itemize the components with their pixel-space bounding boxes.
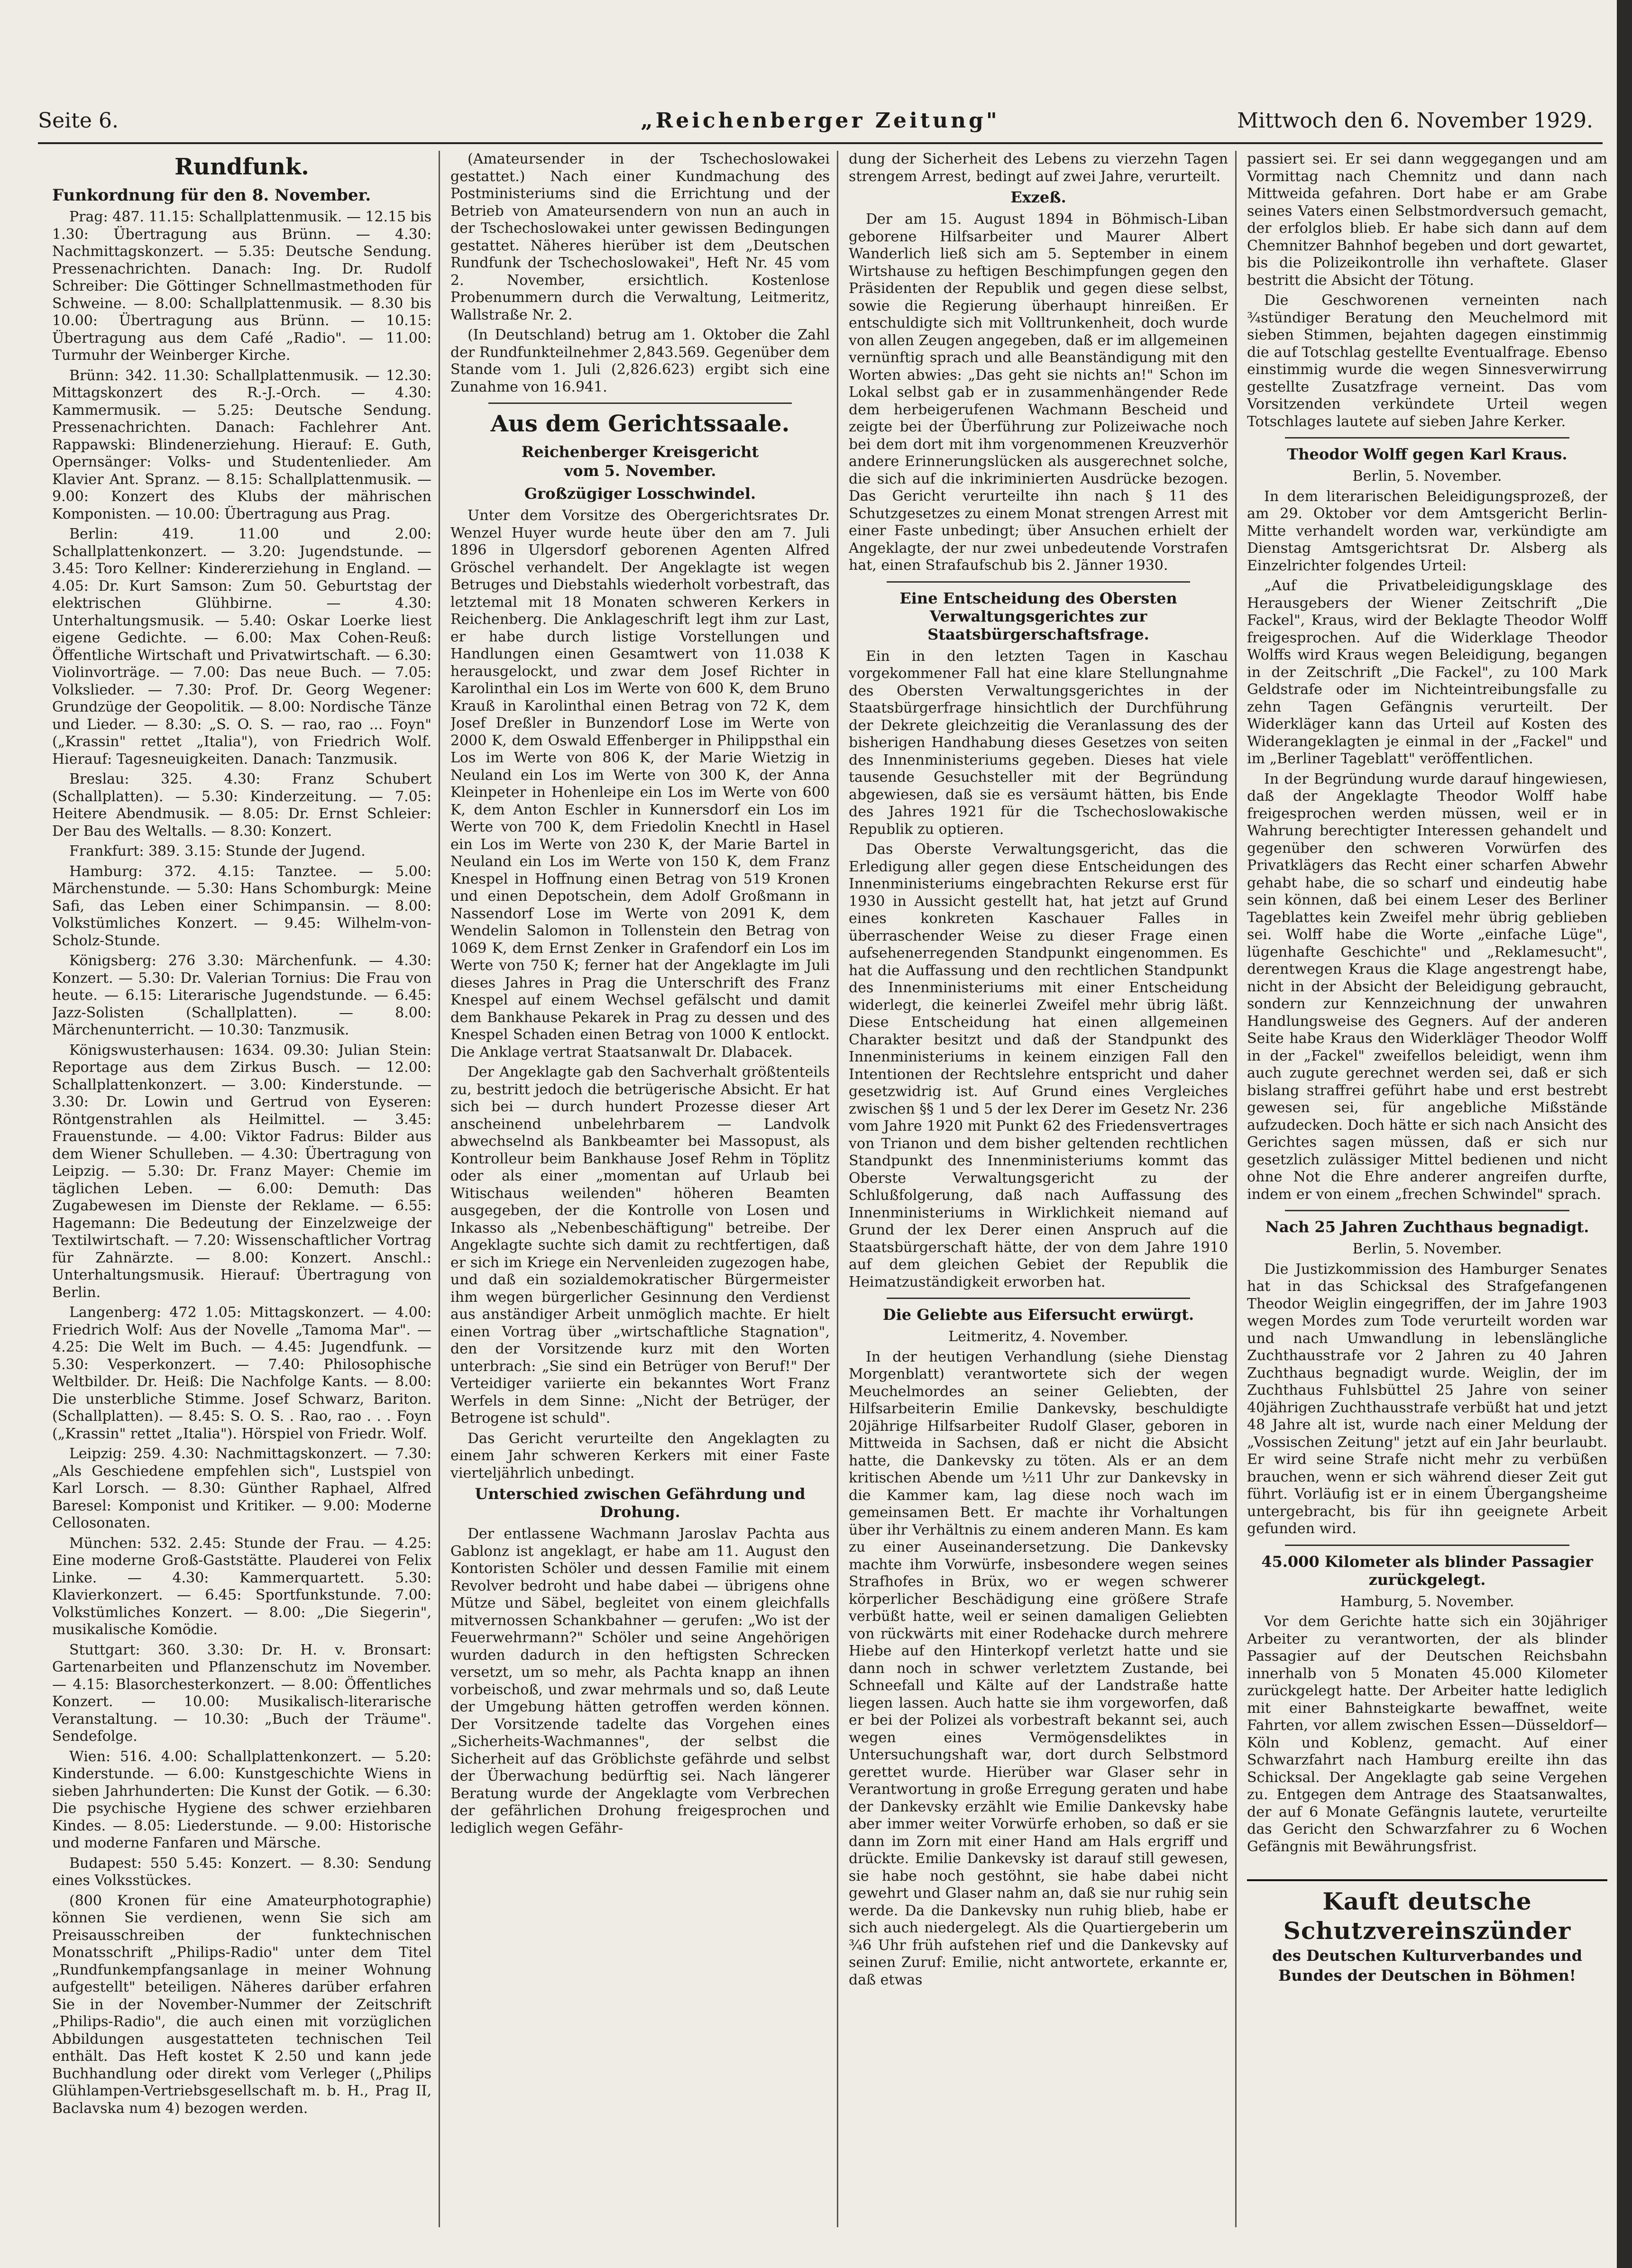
page-number: Seite 6. xyxy=(38,109,119,133)
court-date: vom 5. November. xyxy=(564,462,716,480)
station-paragraph: Hamburg: 372. 4.15: Tanztee. — 5.00: Märchenstunde. — 5.30: Hans Schomburgk: Meine Safi, das Leben einer Schimpansin. — 8.00: Volkstümliches Konzert. — 9.45: Wilhelm-von-Scholz-Stunde. xyxy=(52,863,431,949)
article-paragraph: Der am 15. August 1894 in Böhmisch-Liban geborene Hilfsarbeiter und Maurer Albert Wanderlich ließ sich am 5. September in einem Wirtshause zu heftigen Beschimpfungen gegen den Präsidenten der Republik und gegen diese selbst, sowie die Regierung überhaupt hinreißen. Er entschuldigte sich mit Volltrunkenheit, doch wurde von allen Zeugen angegeben, daß er im allgemeinen vernünftig sprach und alle Beanständigung mit den Worten abwies: „Das geht sie nichts an!" Schon im Lokal selbst gab er in zusammenhängender Rede dem herbeigerufenen Wachmann Bescheid und zeigte bei der Überführung zur Polizeiwache noch bei dem dort mit ihm vorgenommenen Kreuzverhör andere Erinnerungslücken als ausgerechnet solche, die sich auf die inkriminierten Ausdrücke bezogen. Das Gericht verurteilte ihn nach § 11 des Schutzgesetzes zu einem Monat strengen Arrest mit einer Faste unbedingt; über Ansuchen erhielt der Angeklagte, der nur zwei unbedeutende Vorstrafen hat, einen Strafaufschub bis 2. Jänner 1930. xyxy=(849,211,1228,574)
article-paragraph: dung der Sicherheit des Lebens zu vierzehn Tagen strengem Arrest, bedingt auf zwei Jahre, verurteilt. xyxy=(849,151,1228,185)
article-title: Exzeß. xyxy=(1010,188,1066,206)
section-title: Rundfunk. xyxy=(174,154,309,180)
header-rule xyxy=(38,142,1603,144)
page-header xyxy=(38,107,1603,140)
news-paragraph: (Amateursender in der Tschechoslowakei gestattet.) Nach einer Kundmachung des Postministeriums sind die Errichtung und der Betrieb von Amateursendern von nun an auch in der Tschechoslowakei unter gewissen Bedingungen gestattet. Näheres hierüber ist dem „Deutschen Rundfunk der Tschechoslowakei", Heft Nr. 45 vom 2. November, ersichtlich. Kostenlose Probenummern durch die Verwaltung, Leitmeritz, Wallstraße Nr. 2. xyxy=(450,151,830,323)
radio-program-list xyxy=(52,209,431,2117)
station-paragraph: Breslau: 325. 4.30: Franz Schubert (Schallplatten). — 5.30: Kinderzeitung. — 7.05: Heitere Abendmusik. — 8.05: Dr. Ernst Schleier: Der Bau des Weltalls. — 8.30: Konzert. xyxy=(52,771,431,840)
column-court xyxy=(450,151,830,2227)
article-paragraph: Das Gericht verurteilte den Angeklagten zu einem Jahr schweren Kerkers mit einer Faste vierteljährlich unbedingt. xyxy=(450,1430,830,1482)
station-paragraph: Berlin: 419. 11.00 und 2.00: Schallplattenkonzert. — 3.20: Jugendstunde. — 3.45: Toro Kellner: Kindererziehung in England. — 4.05: Dr. Kurt Samson: Zum 50. Geburtstag der elektrischen Glühbirne. — 4.30: Unterhaltungsmusik. — 5.40: Oskar Loerke liest eigene Gedichte. — 6.00: Max Cohen-Reuß: Öffentliche Wirtschaft und Privatwirtschaft. — 6.30: Violinvorträge. — 7.00: Das neue Buch. — 7.05: Volkslieder. — 7.30: Prof. Dr. Georg Wegener: Grundzüge der Geopolitik. — 8.00: Nordische Tänze und Lieder. — 8.30: „S. O. S. — rao, rao ... Foyn" („Krassin" rettet „Italia"), von Friedrich Wolf. Hierauf: Tagesneuigkeiten. Danach: Tanzmusik. xyxy=(52,526,431,768)
article-paragraph: In dem literarischen Beleidigungsprozeß, der am 29. Oktober vor dem Amtsgericht Berlin-Mitte verhandelt worden war, verkündigte am Dienstag Amtsgerichtsrat Dr. Alsberg als Einzelrichter folgendes Urteil: xyxy=(1247,488,1607,574)
article-paragraph: Ein in den letzten Tagen in Kaschau vorgekommener Fall hat eine klare Stellungnahme des Obersten Verwaltungsgerichtes in der Staatsbürgerfrage hinsichtlich der Durchführung der Dekrete gleichzeitig die Veranlassung des der bisherigen Handhabung dieses Gesetzes von seiten des Innenministeriums gegeben. Dieses hat viele tausende Gesuchsteller mit der Begründung abgewiesen, daß sie es versäumt hätten, bis Ende des Jahres 1921 für die Tschechoslowakische Republik zu optieren. xyxy=(849,648,1228,838)
article-title: Nach 25 Jahren Zuchthaus begnadigt. xyxy=(1265,1218,1589,1236)
column-divider xyxy=(837,151,838,2227)
ad-headline: Kauft deutsche Schutzvereinszünder xyxy=(1283,1887,1571,1945)
column-news xyxy=(1247,151,1607,2227)
article-paragraph: Unter dem Vorsitze des Obergerichtsrates Dr. Wenzel Huyer wurde heute über den am 7. Juli 1896 in Ulgersdorf geborenen Agenten Alfred Gröschel verhandelt. Der Angeklagte ist wegen Betruges und Diebstahls wiederholt vorbestraft, das letztemal mit 18 Monaten schweren Kerkers in Reichenberg. Die Anklageschrift legt ihm zur Last, er habe durch listige Vorstellungen und Handlungen einen Gesamtwert von 11.038 K herausgelockt, und zwar dem Josef Richter in Karolinthal ein Los im Werte von 600 K, dem Bruno Krauß in Karolinthal einen Betrag von 72 K, dem Josef Dreßler in Bunzendorf Lose im Werte von 2000 K, dem Oswald Effenberger in Philippsthal ein Los im Werte von 806 K, der Marie Wietzig in Neuland ein Los im Werte von 300 K, der Anna Kleinpeter in Hohenleipe ein Los im Werte von 600 K, dem Anton Eschler in Kunnersdorf ein Los im Werte von 700 K, dem Friedolin Knechtl in Hasel ein Los im Werte von 230 K, der Marie Bartel in Neuland ein Los im Werte von 150 K, dem Franz Knespel in Hoffnung einen Betrag von 519 Kronen und einen Depotschein, dem Adolf Großmann in Nassendorf Lose im Werte von 2091 K, dem Wendelin Salomon in Tollenstein den Betrag von 1069 K, dem Ernst Zenker in Grafendorf ein Los im Werte von 750 K; ferner hat der Angeklagte im Juli dieses Jahres in Prag die Unterschrift des Franz Knespel auf einem Wechsel gefälscht und damit dem Bankhause Pekarek in Prag zu dessen und des Knespel Schaden einen Betrag von 1000 K entlockt. Die Anklage vertrat Staatsanwalt Dr. Dlabacek. xyxy=(450,507,830,1061)
article-paragraph: Das Oberste Verwaltungsgericht, das die Erledigung aller gegen diese Entscheidungen des Innenministeriums eingebrachten Rekurse erst für 1930 in Aussicht gestellt hat, hat jetzt auf Grund eines konkreten Kaschauer Falles in überraschender Weise zu dieser Frage einen aufsehenerregenden Standpunkt eingenommen. Es hat die Auffassung und den rechtlichen Standpunkt des Innenministeriums mit einer Entscheidung widerlegt, die keinerlei Zweifel mehr übrig läßt. Diese Entscheidung hat einen allgemeinen Charakter besitzt und daß der Standpunkt des Innenministeriums in keinem einzigen Fall den Intentionen der Rechtslehre entspricht und daher gesetzwidrig ist. Auf Grund eines Vergleiches zwischen §§ 1 und 5 der lex Derer im Gesetz Nr. 236 vom Jahre 1920 mit Punkt 62 des Friedensvertrages von Trianon und dem bisher geltenden rechtlichen Standpunkt des Innenministeriums kommt das Oberste Verwaltungsgericht zu der Schlußfolgerung, daß nach Auffassung des Innenministeriums in Wirklichkeit niemand auf Grund der lex Derer einen Anspruch auf die Staatsbürgerschaft hätte, der von dem Jahre 1910 auf dem gleichen Gebiet der Republik die Heimatzuständigkeit erworben hat. xyxy=(849,841,1228,1290)
separator-rule xyxy=(1285,437,1569,439)
article-title: Funkordnung für den 8. November. xyxy=(52,186,371,205)
notice-paragraph: (800 Kronen für eine Amateurphotographie) können Sie verdienen, wenn Sie sich am Preisausschreiben der funktechnischen Monatsschrift „Philips-Radio" unter dem Titel „Rundfunkempfangsanlage in meiner Wohnung aufgestellt" beteiligen. Näheres darüber erfahren Sie in der November-Nummer der Zeitschrift „Philips-Radio", die auch einen mit vorzüglichen Abbildungen ausgestatteten technischen Teil enthält. Das Heft kostet K 2.50 und kann jede Buchhandlung oder direkt vom Verleger („Philips Glühlampen-Vertriebsgesellschaft m. b. H., Prag II, Baclavska num 4) bezogen werden. xyxy=(52,1892,431,2117)
article-dateline: Berlin, 5. November. xyxy=(1352,468,1502,485)
article-title: Die Geliebte aus Eifersucht erwürgt. xyxy=(882,1306,1194,1324)
article-dateline: Leitmeritz, 4. November. xyxy=(948,1328,1128,1345)
column-divider xyxy=(439,151,440,2227)
station-paragraph: Wien: 516. 4.00: Schallplattenkonzert. — 5.20: Kinderstunde. — 6.00: Kunstgeschichte Wiens in sieben Jahrhunderten: Die Kunst der Gotik. — 6.30: Die psychische Hygiene des schwer erziehbaren Kindes. — 8.05: Liederstunde. — 9.00: Historische und moderne Fanfaren und Märsche. xyxy=(52,1748,431,1851)
station-paragraph: Prag: 487. 11.15: Schallplattenmusik. — 12.15 bis 1.30: Übertragung aus Brünn. — 4.30: Nachmittagskonzert. — 5.35: Deutsche Sendung. Pressenachrichten. Danach: Ing. Dr. Rudolf Schreiber: Die Göttinger Schnellmastmethoden für Schweine. — 8.00: Schallplattenmusik. — 8.30 bis 10.00: Übertragung aus Brünn. — 10.15: Übertragung aus dem Café „Radio". — 11.00: Turmuhr der Weinberger Kirche. xyxy=(52,209,431,364)
article-paragraph: passiert sei. Er sei dann weggegangen und am Vormittag nach Chemnitz und dann nach Mittweida gefahren. Dort habe er am Grabe seines Vaters einen Selbstmordversuch gemacht, der erfolglos blieb. Er habe sich dann auf dem Chemnitzer Bahnhof begeben und dort gewartet, bis die Polizeikontrolle ihn verhaftete. Glaser bestritt die Absicht der Tötung. xyxy=(1247,151,1607,289)
article-title: Unterschied zwischen Gefährdung und Drohung. xyxy=(475,1485,806,1521)
court-name: Reichenberger Kreisgericht xyxy=(521,443,759,461)
news-paragraph: (In Deutschland) betrug am 1. Oktober die Zahl der Rundfunkteilnehmer 2,843.569. Gegenüber dem Stande vom 1. Juli (2,826.623) ergibt sich eine Zunahme von 16.941. xyxy=(450,327,830,395)
station-paragraph: Leipzig: 259. 4.30: Nachmittagskonzert. — 7.30: „Als Geschiedene empfehlen sich", Lustspiel von Karl Lorsch. — 8.30: Günther Raphael, Alfred Baresel: Komponist und Kritiker. — 9.00: Moderne Cellosonaten. xyxy=(52,1445,431,1531)
separator-rule xyxy=(1285,1210,1569,1211)
ad-text: Bundes der Deutschen in Böhmen! xyxy=(1278,1966,1576,1984)
issue-date: Mittwoch den 6. November 1929. xyxy=(1237,109,1593,133)
column-rundfunk xyxy=(52,151,431,2227)
article-paragraph: Der Angeklagte gab den Sachverhalt größtenteils zu, bestritt jedoch die betrügerische Absicht. Er hat sich bei — durch hundert Prozesse dieser Art anscheinend unbelehrbarem — Landvolk abwechselnd als Bankbeamter bei Massopust, als Kontrolleur beim Bankhause Josef Rehm in Töplitz oder als einer „momentan auf Urlaub bei Witischaus weilenden" höheren Beamten ausgegeben, der die Kontrolle von Losen und Inkasso als „Nebenbeschäftigung" betreibe. Der Angeklagte suchte sich damit zu rechtfertigen, daß er sich im Kriege ein Nervenleiden zugezogen habe, und daß ein sozialdemokratischer Bürgermeister ihm wegen bürgerlicher Gesinnung den Verdienst aus anständiger Arbeit unmöglich machte. Er hielt einen Vortrag über „wirtschaftliche Stagnation", den der Vorsitzende kurz mit den Worten unterbrach: „Sie sind ein Betrüger von Beruf!" Der Verteidiger variierte ein bekanntes Wort Franz Werfels in dem Sinne: „Nicht der Betrüger, der Betrogene ist schuld". xyxy=(450,1064,830,1427)
station-paragraph: Stuttgart: 360. 3.30: Dr. H. v. Bronsart: Gartenarbeiten und Pflanzenschutz im November. — 4.15: Blasorchesterkonzert. — 8.00: Öffentliches Konzert. — 10.00: Musikalisch-literarische Veranstaltung. — 10.30: „Buch der Träume". Sendefolge. xyxy=(52,1641,431,1745)
column-divider xyxy=(1235,151,1237,2227)
article-paragraph: In der heutigen Verhandlung (siehe Dienstag Morgenblatt) verantwortete sich der wegen Meuchelmordes an seiner Geliebten, der Hilfsarbeiterin Emilie Dankevsky, beschuldigte 20jährige Hilfsarbeiter Rudolf Glaser, geboren in Mittweida in Sachsen, daß er nicht die Absicht hatte, die Dankevsky zu töten. Als er an dem kritischen Abende um ½11 Uhr zur Dankevsky in die Kammer kam, lag diese noch wach im gemeinsamen Bett. Er machte ihr Vorhaltungen über ihr Verhältnis zu einem anderen Mann. Es kam zu einer Auseinandersetzung. Die Dankevsky machte ihm Vorwürfe, insbesondere wegen seines Strafhofes in Brüx, wo er wegen schwerer körperlicher Beschädigung eine größere Strafe verbüßt hatte, weil er seinen damaligen Geliebten von rückwärts mit einer Rodehacke durch mehrere Hiebe auf den Hinterkopf verletzt hatte und sie dann noch in schwer verletztem Zustande, bei Schneefall und Kälte auf der Landstraße hatte liegen lassen. Auch hatte sie ihm vorgeworfen, daß er bei der Polizei als vorbestraft bekannt sei, auch wegen eines Vermögensdeliktes in Untersuchungshaft war, dort durch Selbstmord gerettet wurde. Hierüber war Glaser sehr in Verantwortung in große Erregung geraten und habe der Dankevsky erzählt wie Emilie Dankevsky habe aber immer weiter Vorwürfe erhoben, so daß er sie dann im Zorn mit einer Hand am Hals ergriff und drückte. Emilie Dankevsky ist darauf still gewesen, sie habe noch gestöhnt, sie habe dabei nicht gewehrt und Glaser nahm an, daß sie nur ruhig sein werde. Da die Dankevsky nun ruhig blieb, habe er sich auch niedergelegt. Als die Quartiergeberin um ¾6 Uhr früh aufstehen rief und die Dankevsky auf seinen Zuruf: Emilie, nicht antwortete, erkannte er, daß etwas xyxy=(849,1348,1228,1988)
article-title: Eine Entscheidung des Obersten Verwaltungsgerichtes zur Staatsbürgerschaftsfrage. xyxy=(899,589,1177,643)
ad-text: des Deutschen Kulturverbandes und xyxy=(1272,1947,1582,1965)
separator-rule xyxy=(1285,1545,1569,1546)
article-dateline: Berlin, 5. November. xyxy=(1352,1241,1502,1257)
column-court-continued xyxy=(849,151,1228,2227)
advertisement xyxy=(1247,1879,1607,1985)
newspaper-title: „Reichenberger Zeitung" xyxy=(641,109,1000,133)
section-title: Aus dem Gerichtssaale. xyxy=(490,411,790,437)
article-title: Theodor Wolff gegen Karl Kraus. xyxy=(1287,445,1568,463)
station-paragraph: Frankfurt: 389. 3.15: Stunde der Jugend. xyxy=(69,843,366,860)
station-paragraph: Budapest: 550 5.45: Konzert. — 8.30: Sendung eines Volksstückes. xyxy=(52,1855,431,1889)
station-paragraph: Langenberg: 472 1.05: Mittagskonzert. — 4.00: Friedrich Wolf: Aus der Novelle „Tamoma Mar". — 4.25: Die Welt im Buch. — 4.45: Jugendfunk. — 5.30: Vesperkonzert. — 7.40: Philosophische Weltbilder. Dr. Heiß: Die Nachfolge Kants. — 8.00: Die unsterbliche Stimme. Josef Schwarz, Bariton. (Schallplatten). — 8.45: S. O. S. . Rao, rao . . . Foyn („Krassin" rettet „Italia"). Hörspiel von Friedr. Wolf. xyxy=(52,1304,431,1442)
article-title: 45.000 Kilometer als blinder Passagier zurückgelegt. xyxy=(1261,1552,1593,1589)
article-paragraph: „Auf die Privatbeleidigungsklage des Herausgebers der Wiener Zeitschrift „Die Fackel", Kraus, wird der Beklagte Theodor Wolff freigesprochen. Auf die Widerklage Theodor Wolffs wird Kraus wegen Beleidigung, begangen in der Zeitschrift „Die Fackel", zu 100 Mark Geldstrafe oder im Nichteintreibungsfalle zu zehn Tagen Gefängnis verurteilt. Der Widerkläger kann das Urteil auf Kosten des Widerangeklagten je einmal in der „Fackel" und im „Berliner Tageblatt" veröffentlichen. xyxy=(1247,577,1607,767)
article-paragraph: Der entlassene Wachmann Jaroslav Pachta aus Gablonz ist angeklagt, er habe am 11. August den Kontoristen Schöler und dessen Familie mit einem Revolver bedroht und habe dabei — übrigens ohne Mütze und Säbel, begleitet von einem gleichfalls mitvernossen Schankbahner — gerufen: „Wo ist der Feuerwehrmann?" Schöler und seine Angehörigen wurden dadurch in den heftigsten Schrecken versetzt, um so mehr, als Pachta knapp an ihnen vorbeischoß, und zwar mehrmals und so, daß Leute der Umgebung hätten getroffen werden können. Der Vorsitzende tadelte das Vorgehen eines „Sicherheits-Wachmannes", der selbst die Sicherheit auf das Gröblichste gefährde und selbst der Überwachung bedürftig sei. Nach längerer Beratung wurde der Angeklagte vom Verbrechen der gefährlichen Drohung freigesprochen und lediglich wegen Gefähr- xyxy=(450,1526,830,1837)
station-paragraph: Königsberg: 276 3.30: Märchenfunk. — 4.30: Konzert. — 5.30: Dr. Valerian Tornius: Die Frau von heute. — 6.15: Literarische Jugendstunde. — 6.45: Jazz-Solisten (Schallplatten). — 8.00: Märchenunterricht. — 10.30: Tanzmusik. xyxy=(52,952,431,1038)
station-paragraph: München: 532. 2.45: Stunde der Frau. — 4.25: Eine moderne Groß-Gaststätte. Plauderei von Felix Linke. — 4.30: Kammerquartett. 5.30: Klavierkonzert. — 6.45: Sportfunkstunde. 7.00: Volkstümliches Konzert. — 8.00: „Die Siegerin", musikalische Komödie. xyxy=(52,1535,431,1638)
separator-rule xyxy=(887,1298,1190,1299)
station-paragraph: Brünn: 342. 11.30: Schallplattenmusik. — 12.30: Mittagskonzert des R.-J.-Orch. — 4.30: Kammermusik. — 5.25: Deutsche Sendung. Pressenachrichten. Danach: Fachlehrer Ant. Rappawski: Blindenerziehung. Hierauf: E. Guth, Opernsänger: Volks- und Studentenlieder. Am Klavier Ant. Spranz. — 8.15: Schallplattenmusik. — 9.00: Konzert des Klubs der mährischen Komponisten. — 10.00: Übertragung aus Prag. xyxy=(52,367,431,522)
article-paragraph: Die Geschworenen verneinten nach ¾stündiger Beratung den Meuchelmord mit sieben Stimmen, bejahten dagegen einstimmig die auf Totschlag gestellte Eventualfrage. Ebenso einstimmig wurde die wegen Sinnesverwirrung gestellte Zusatzfrage verneint. Das vom Vorsitzenden verkündete Urteil wegen Totschlages lautete auf sieben Jahre Kerker. xyxy=(1247,292,1607,430)
article-paragraph: Vor dem Gerichte hatte sich ein 30jähriger Arbeiter zu verantworten, der als blinder Passagier auf der Deutschen Reichsbahn innerhalb von 5 Monaten 45.000 Kilometer zurückgelegt hatte. Der Arbeiter hatte lediglich mit einer Bahnsteigkarte bewaffnet, weite Fahrten, vor allem zwischen Essen—Düsseldorf—Köln und Koblenz, gemacht. Auf einer Schwarzfahrt nach Hamburg ereilte ihn das Schicksal. Der Angeklagte gab seine Vergehen zu. Entgegen dem Antrage des Staatsanwaltes, der auf 6 Monate Gefängnis lautete, verurteilte das Gericht den Schwarzfahrer zu 6 Wochen Gefängnis mit Bewährungsfrist. xyxy=(1247,1613,1607,1855)
article-title: Großzügiger Losschwindel. xyxy=(524,485,756,503)
article-dateline: Hamburg, 5. November. xyxy=(1340,1593,1514,1610)
article-paragraph: In der Begründung wurde darauf hingewiesen, daß der Angeklagte Theodor Wolff habe freigesprochen werden müssen, weil er in Wahrung berechtigter Interessen gehandelt und gegenüber den schweren Vorwürfen des Privatklägers das Recht einer scharfen Abwehr gehabt habe, die so scharf und eindeutig habe sein können, daß bei einem Leser des Berliner Tageblattes kein Zweifel mehr übrig geblieben sei. Wolff habe die Worte „einfache Lüge", lügenhafte Geschichte" und „Reklamesucht", derentwegen Kraus die Klage angestrengt habe, nicht in der Absicht der Beleidigung gebraucht, sondern zur Kennzeichnung der unwahren Handlungsweise des Gegners. Auf der anderen Seite habe Kraus den Widerkläger Theodor Wolff in der „Fackel" zweifellos beleidigt, wenn ihm auch zugute gerechnet werden sei, daß er sich bislang straffrei geführt habe und erst bestrebt gewesen sei, für angebliche Mißstände aufzudecken. Doch hätte er sich nach Ansicht des Gerichtes sagen müssen, daß er sich nur gesetzlich zulässiger Mittel bedienen und nicht ohne Not die Ehre anderer angreifen durfte, indem er von einem „frechen Schwindel" sprach. xyxy=(1247,770,1607,1203)
article-paragraph: Die Justizkommission des Hamburger Senates hat in das Schicksal des Strafgefangenen Theodor Weiglin eingegriffen, der im Jahre 1903 wegen Mordes zum Tode verurteilt worden war und nach Umwandlung in lebenslängliche Zuchthausstrafe vor 2 Jahren zu 40 Jahren Zuchthaus begnadigt wurde. Weiglin, der im Zuchthaus Fuhlsbüttel 25 Jahre von seiner 40jährigen Zuchthausstrafe verbüßt hat und jetzt 48 Jahre alt ist, wurde nach einer Meldung der „Vossischen Zeitung" jetzt auf ein Jahr beurlaubt. Er wird seine Strafe nicht mehr zu verbüßen brauchen, wenn er sich während dieser Zeit gut führt. Vorläufig ist er in einem Übergangsheime untergebracht, bis für ihn geeignete Arbeit gefunden wird. xyxy=(1247,1261,1607,1537)
separator-rule xyxy=(887,581,1190,583)
scan-edge xyxy=(1617,0,1632,2268)
station-paragraph: Königswusterhausen: 1634. 09.30: Julian Stein: Reportage aus dem Zirkus Busch. — 12.00: Schallplattenkonzert. — 3.00: Kinderstunde. — 3.30: Dr. Lowin und Gertrud von Eyseren: Röntgenstrahlen als Heilmittel. — 3.45: Frauenstunde. — 4.00: Viktor Fadrus: Bilder aus dem Wiener Schulleben. — 4.30: Übertragung von Leipzig. — 5.30: Dr. Franz Mayer: Chemie im täglichen Leben. — 6.00: Demuth: Das Zugabewesen im Dienste der Reklame. — 6.55: Hagemann: Die Bedeutung der Einzelzweige der Textilwirtschaft. — 7.20: Wissenschaftlicher Vortrag für Zahnärzte. — 8.00: Konzert. Anschl.: Unterhaltungsmusik. Hierauf: Übertragung von Berlin. xyxy=(52,1042,431,1301)
separator-rule xyxy=(488,402,792,404)
